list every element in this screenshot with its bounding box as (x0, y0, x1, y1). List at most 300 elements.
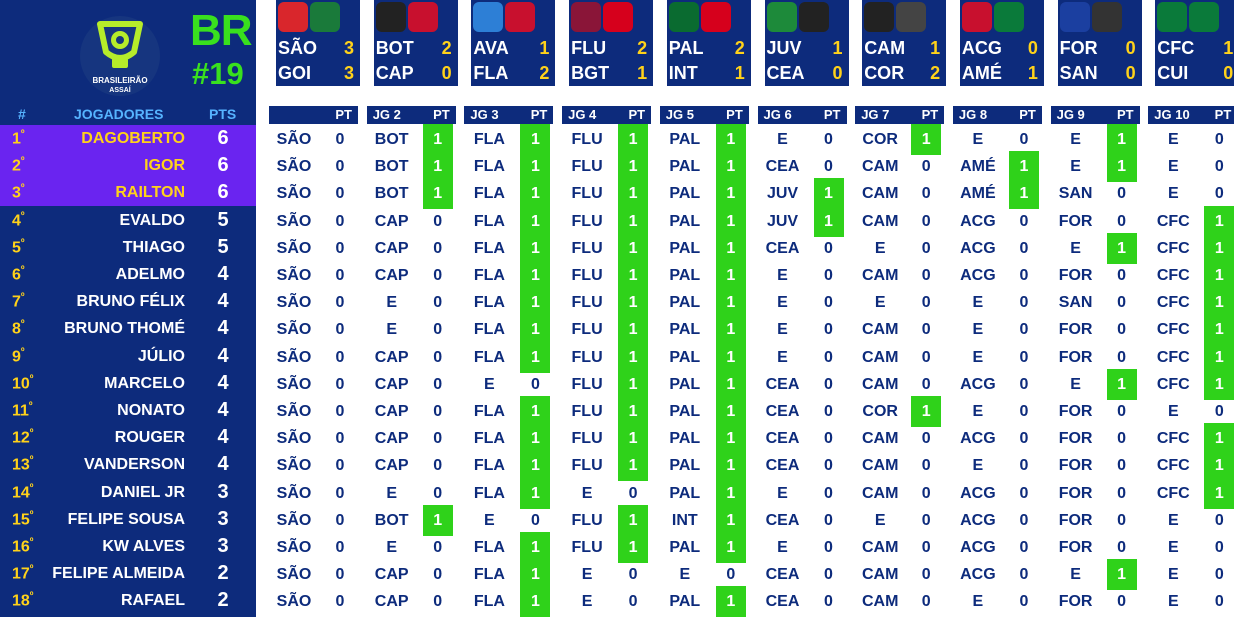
pick-team: CFC (1156, 294, 1190, 312)
pick-team: PAL (669, 294, 701, 312)
home-team-crest-icon (473, 2, 503, 32)
pick-points: 0 (824, 158, 833, 176)
pick-points: 1 (520, 586, 550, 617)
match-box (569, 0, 653, 86)
pick-points: 0 (433, 403, 443, 420)
pick-team: FLA (473, 212, 505, 230)
pick-points: 1 (716, 586, 746, 617)
pick-team: E (972, 131, 984, 148)
away-team: BGT (571, 63, 610, 83)
pick-team: CAP (374, 375, 409, 393)
pick-team: PAL (669, 158, 701, 176)
away-score: 2 (930, 63, 941, 83)
player-name: ROUGER (114, 429, 185, 447)
player-row (0, 560, 256, 587)
pick-points: 0 (335, 294, 345, 312)
pick-team: FOR (1058, 403, 1093, 420)
pick-team: SÃO (276, 158, 312, 176)
away-team: GOI (278, 63, 312, 83)
pick-team: CAM (861, 566, 899, 584)
player-rank: $3^º$ (12, 183, 25, 202)
pick-team: E (581, 566, 593, 584)
away-team: FLA (473, 63, 509, 83)
pick-points: 0 (824, 294, 833, 312)
pick-points: 1 (716, 314, 746, 345)
pick-points: 1 (520, 559, 550, 590)
pick-team: FLA (473, 131, 505, 148)
pick-team: E (972, 457, 984, 475)
pick-points: 1 (716, 423, 746, 454)
home-score: 0 (1125, 38, 1136, 58)
pick-team: FOR (1058, 484, 1093, 502)
pick-team: CEA (765, 457, 800, 475)
pick-points: 0 (628, 593, 638, 611)
pick-points: 1 (1009, 151, 1039, 182)
pick-team: FLA (473, 348, 505, 366)
home-score: 2 (637, 38, 648, 58)
pick-points: 0 (1019, 348, 1029, 366)
pick-team: E (1167, 131, 1179, 148)
pick-points: 0 (824, 430, 833, 448)
pick-points: 1 (618, 505, 648, 536)
pick-points: 0 (1214, 131, 1224, 148)
pick-points: 1 (423, 124, 453, 155)
pick-points: 0 (921, 294, 931, 312)
pick-points: 0 (335, 430, 345, 448)
pick-points: 0 (335, 539, 345, 556)
pick-team: E (1167, 185, 1179, 203)
player-points: 4 (217, 371, 229, 394)
player-points: 4 (217, 344, 229, 367)
home-team: CAM (864, 38, 906, 58)
pick-points: 0 (824, 511, 833, 529)
away-team-crest-icon (505, 2, 535, 32)
player-points: 5 (217, 208, 229, 231)
pick-points: 0 (335, 267, 345, 284)
pick-points: 0 (921, 375, 931, 393)
pt-label: PT (1116, 107, 1134, 122)
pick-team: CFC (1156, 430, 1190, 448)
pick-points: 1 (618, 287, 648, 318)
pick-points: 0 (1214, 403, 1224, 420)
pick-team: FLA (473, 239, 505, 257)
pick-team: FOR (1058, 511, 1093, 529)
pick-team: AMÉ (960, 158, 996, 176)
away-team: COR (864, 63, 905, 83)
round-label: JG 6 (763, 107, 792, 122)
pick-points: 1 (1204, 206, 1234, 237)
pick-team: FLA (473, 185, 505, 203)
pick-points: 1 (520, 314, 550, 345)
away-team-crest-icon (310, 2, 340, 32)
pick-team: INT (671, 511, 698, 529)
pick-team: CFC (1156, 457, 1190, 475)
pick-points: 1 (716, 478, 746, 509)
pick-points: 0 (921, 321, 931, 339)
player-name: THIAGO (122, 238, 185, 256)
home-team-crest-icon (571, 2, 601, 32)
pick-team: CFC (1156, 267, 1190, 284)
pick-team: CAP (374, 239, 409, 257)
pt-label: PT (726, 107, 743, 122)
pt-label: PT (433, 107, 450, 122)
pick-team: PAL (669, 593, 701, 611)
pick-team: SÃO (276, 239, 312, 257)
pick-team: E (386, 539, 398, 556)
pick-points: 0 (921, 593, 931, 611)
away-score: 0 (1125, 63, 1136, 83)
pick-points: 1 (716, 151, 746, 182)
player-rank: $13^º$ (12, 455, 34, 474)
pick-team: CAM (861, 321, 899, 339)
rank-header: # (18, 106, 26, 122)
pick-points: 0 (921, 212, 931, 230)
pick-points: 0 (433, 457, 443, 475)
pick-team: SÃO (276, 566, 312, 584)
home-score: 1 (539, 38, 550, 58)
pick-team: PAL (669, 484, 701, 502)
player-row (0, 370, 256, 397)
player-name: RAFAEL (121, 592, 185, 610)
pick-points: 0 (335, 403, 345, 420)
pick-points: 0 (1117, 457, 1127, 475)
round-label: JG 8 (958, 107, 988, 122)
pick-points: 1 (520, 396, 550, 427)
pick-team: E (386, 484, 398, 502)
pick-points: 1 (618, 206, 648, 237)
pick-team: CEA (765, 430, 800, 448)
pick-points: 0 (335, 185, 345, 203)
pick-team: PAL (669, 212, 701, 230)
away-team: AMÉ (961, 63, 1002, 83)
match-box (374, 0, 458, 86)
round-number: #19 (192, 56, 244, 91)
round-label: JG 5 (665, 107, 694, 122)
player-name: BRUNO THOMÉ (64, 320, 185, 338)
pick-points: 1 (1204, 260, 1234, 291)
home-team: AVA (473, 38, 509, 58)
player-name: MARCELO (104, 374, 185, 392)
pick-team: E (1070, 131, 1081, 148)
pick-points: 0 (921, 185, 931, 203)
player-rank: $11^º$ (12, 401, 33, 420)
player-row (0, 451, 256, 478)
pick-team: E (1070, 566, 1081, 584)
player-rank: $7^º$ (12, 292, 25, 311)
pick-points: 0 (1214, 593, 1224, 611)
pick-team: E (972, 403, 984, 420)
pick-points: 0 (1214, 566, 1224, 584)
pick-points: 1 (520, 233, 550, 264)
home-team-crest-icon (376, 2, 406, 32)
pick-points: 0 (921, 348, 931, 366)
pick-points: 1 (618, 233, 648, 264)
pick-team: PAL (669, 267, 701, 284)
pick-points: 0 (335, 212, 345, 230)
round-label: JG 7 (861, 107, 890, 122)
pick-points: 0 (921, 158, 931, 176)
pick-team: FLA (473, 566, 505, 584)
pick-points: 1 (618, 342, 648, 373)
pick-points: 1 (520, 178, 550, 209)
pick-team: E (1070, 375, 1081, 393)
pick-team: COR (862, 403, 898, 420)
pick-team: SÃO (276, 131, 312, 148)
pick-team: FLU (571, 539, 603, 556)
pick-points: 1 (716, 287, 746, 318)
home-score: 3 (343, 38, 354, 58)
pick-team: FOR (1058, 212, 1093, 230)
pick-team: E (874, 294, 886, 312)
player-rank: $6^º$ (12, 265, 25, 284)
player-rank: $4^º$ (12, 210, 25, 229)
pick-team: SÃO (276, 430, 312, 448)
pick-team: E (1167, 403, 1179, 420)
pick-team: FLA (473, 294, 505, 312)
trophy-logo-icon (60, 12, 180, 98)
pick-points: 1 (911, 396, 941, 427)
pick-team: BOT (374, 185, 409, 203)
pick-points: 1 (1009, 178, 1039, 209)
pick-points: 1 (520, 532, 550, 563)
pick-team: SÃO (276, 457, 312, 475)
player-points: 3 (217, 507, 229, 530)
pick-points: 1 (1204, 450, 1234, 481)
pick-team: ACG (960, 430, 996, 448)
pick-team: E (1167, 158, 1179, 176)
pick-points: 0 (433, 484, 443, 502)
pick-team: FLU (571, 239, 603, 257)
pick-points: 0 (921, 566, 931, 584)
pick-team: CEA (765, 239, 800, 257)
player-row (0, 234, 256, 261)
pick-team: FLU (571, 511, 603, 529)
pick-team: CAP (374, 430, 409, 448)
pick-points: 0 (921, 267, 931, 284)
pick-team: E (679, 566, 691, 584)
home-team: JUV (766, 38, 802, 58)
brasileirao-logo (60, 12, 180, 98)
player-rank: $1^º$ (12, 129, 25, 148)
home-team: FOR (1059, 38, 1098, 58)
pick-points: 1 (520, 342, 550, 373)
player-name: EVALDO (119, 211, 185, 229)
away-score: 3 (343, 63, 354, 83)
pick-team: CEA (765, 511, 800, 529)
pick-team: COR (862, 131, 898, 148)
pick-team: FOR (1058, 593, 1093, 611)
pick-team: E (386, 294, 398, 312)
player-rank: $18^º$ (12, 591, 34, 610)
pick-points: 1 (520, 260, 550, 291)
pick-team: ACG (960, 566, 996, 584)
player-rank: $5^º$ (12, 237, 25, 257)
pick-team: E (1070, 158, 1081, 176)
pick-team: FOR (1058, 457, 1093, 475)
logo-line1: BRASILEIRÃO (92, 76, 148, 85)
pick-points: 0 (824, 375, 833, 393)
match-box (1155, 0, 1234, 86)
pick-team: CAM (861, 348, 899, 366)
pick-points: 1 (716, 260, 746, 291)
pick-points: 0 (1214, 539, 1224, 556)
player-name: IGOR (144, 157, 185, 175)
pick-points: 0 (1019, 212, 1029, 230)
pick-points: 0 (433, 593, 443, 611)
home-team-crest-icon (864, 2, 894, 32)
pick-team: FLU (571, 267, 603, 284)
pick-points: 0 (1019, 321, 1029, 339)
pick-points: 1 (716, 505, 746, 536)
pick-points: 1 (520, 206, 550, 237)
home-score: 1 (1223, 38, 1234, 58)
pick-team: E (581, 593, 593, 611)
away-score: 1 (1027, 63, 1038, 83)
pick-team: SAN (1058, 185, 1093, 203)
away-team: CAP (375, 63, 414, 83)
pick-points: 1 (1107, 124, 1137, 155)
pick-team: ACG (960, 484, 996, 502)
player-name: ADELMO (115, 266, 185, 283)
pick-team: FOR (1058, 430, 1093, 448)
pick-team: CAM (861, 484, 899, 502)
pick-points: 0 (824, 321, 833, 339)
away-team-crest-icon (994, 2, 1024, 32)
pick-team: FLU (571, 321, 603, 339)
player-name: RAILTON (115, 184, 185, 202)
pick-points: 1 (520, 450, 550, 481)
player-name: DANIEL JR (100, 483, 185, 501)
away-team: CEA (766, 63, 805, 83)
column-header (464, 106, 553, 124)
player-name: FELIPE ALMEIDA (52, 565, 185, 583)
pick-team: CAP (374, 593, 409, 611)
pick-points: 0 (1117, 294, 1127, 312)
pick-team: CAP (374, 457, 409, 475)
pick-points: 0 (1019, 566, 1029, 584)
pick-team: SÃO (276, 294, 312, 312)
pick-points: 0 (1214, 185, 1224, 203)
player-row (0, 261, 256, 288)
pick-team: FLU (571, 375, 603, 393)
pick-points: 1 (1107, 369, 1137, 400)
pick-team: FLA (473, 430, 505, 448)
pick-team: SÃO (276, 539, 312, 556)
pick-team: CFC (1156, 212, 1190, 230)
home-team-crest-icon (767, 2, 797, 32)
player-row (0, 533, 256, 560)
pick-points: 0 (1117, 539, 1127, 556)
pick-points: 0 (335, 239, 345, 257)
player-row (0, 207, 256, 234)
away-team-crest-icon (1092, 2, 1122, 32)
pick-team: CAM (861, 593, 899, 611)
pick-team: FOR (1058, 321, 1093, 339)
pick-team: FLU (571, 457, 603, 475)
pick-team: CAP (374, 348, 409, 366)
pick-points: 1 (520, 124, 550, 155)
pick-team: E (777, 267, 788, 284)
column-header (758, 106, 847, 124)
match-box (471, 0, 555, 86)
pick-points: 0 (824, 348, 833, 366)
away-team-crest-icon (408, 2, 438, 32)
pick-team: E (874, 511, 886, 529)
player-rank: $15^º$ (12, 509, 34, 529)
player-row (0, 152, 256, 179)
player-rank: $9^º$ (12, 346, 25, 365)
column-header (953, 106, 1042, 124)
column-header (367, 106, 456, 124)
pick-team: FLU (571, 185, 603, 203)
pick-points: 1 (1204, 369, 1234, 400)
player-name: KW ALVES (102, 538, 185, 555)
pick-team: SÃO (276, 593, 312, 611)
player-name: DAGOBERTO (81, 130, 185, 147)
pick-points: 1 (716, 206, 746, 237)
pick-team: PAL (669, 457, 701, 475)
home-team: BOT (375, 38, 414, 58)
player-row (0, 125, 256, 152)
player-rank: $8^º$ (12, 319, 25, 338)
pick-points: 1 (716, 450, 746, 481)
pick-team: FLA (473, 484, 505, 502)
pick-points: 0 (1117, 321, 1127, 339)
pick-points: 0 (1117, 212, 1127, 230)
pick-team: E (972, 321, 984, 339)
pick-team: FLU (571, 294, 603, 312)
pick-team: CFC (1156, 321, 1190, 339)
away-team: INT (668, 63, 698, 83)
pick-team: JUV (766, 212, 799, 230)
pick-team: E (777, 131, 788, 148)
pick-points: 0 (1019, 267, 1029, 284)
away-team-crest-icon (603, 2, 633, 32)
player-rank: $14^º$ (12, 482, 34, 501)
pick-team: BOT (374, 131, 409, 148)
player-points: 6 (217, 154, 229, 177)
column-header (660, 106, 749, 124)
pick-points: 0 (433, 375, 443, 393)
pick-points: 0 (433, 430, 443, 448)
pick-points: 1 (814, 178, 844, 209)
pick-points: 0 (824, 593, 833, 611)
match-box (862, 0, 946, 86)
pick-points: 1 (618, 260, 648, 291)
pick-team: FLU (571, 430, 603, 448)
pick-team: E (777, 294, 788, 312)
pick-points: 0 (1019, 375, 1029, 393)
pick-team: E (484, 375, 495, 393)
pick-points: 1 (1107, 233, 1137, 264)
away-score: 1 (637, 63, 648, 83)
player-row (0, 424, 256, 451)
pick-points: 0 (433, 294, 443, 312)
pick-points: 0 (1117, 348, 1127, 366)
pick-points: 1 (618, 423, 648, 454)
pick-team: SÃO (276, 511, 312, 529)
pick-team: E (972, 294, 984, 312)
player-points: 4 (217, 426, 229, 449)
home-team: SÃO (278, 38, 318, 58)
pick-points: 1 (618, 450, 648, 481)
home-team-crest-icon (962, 2, 992, 32)
pick-points: 1 (520, 478, 550, 509)
pick-points: 0 (628, 566, 638, 584)
pick-team: FLA (473, 403, 505, 420)
pick-points: 1 (716, 233, 746, 264)
pick-points: 0 (1019, 430, 1029, 448)
